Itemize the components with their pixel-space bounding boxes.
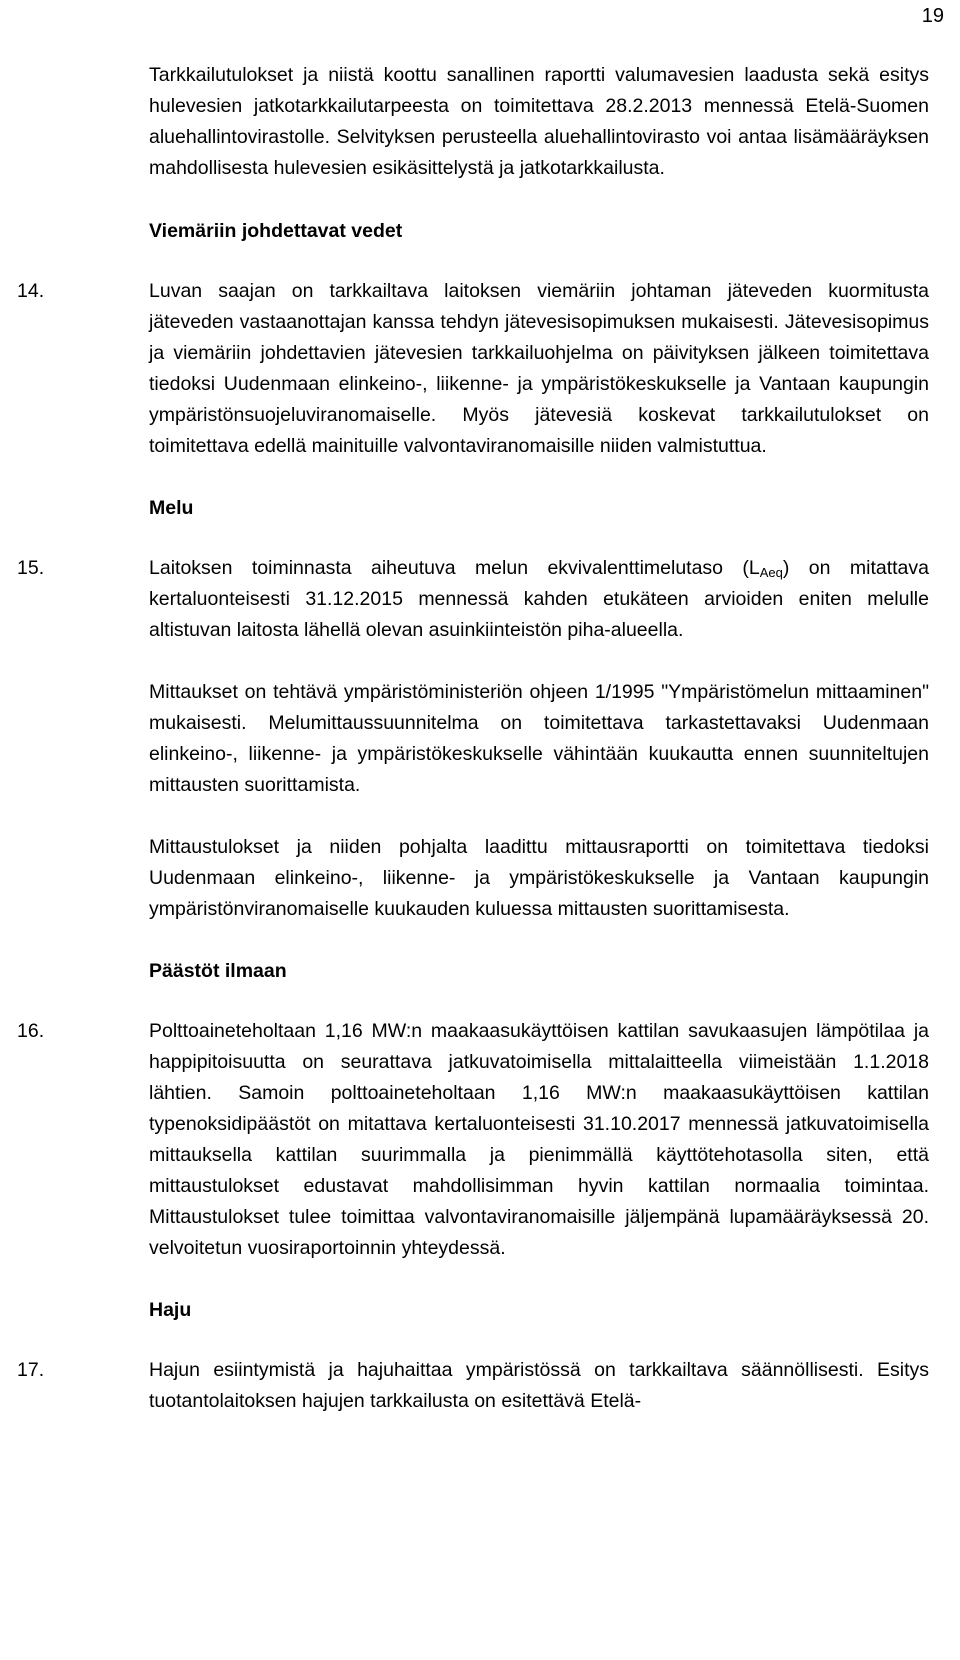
intro-paragraph: Tarkkailutulokset ja niistä koottu sanallinen raportti valumavesien laadusta sekä esitys hulevesien jatkotarkkailutarpeesta on toimitettava 28.2.2013 mennessä Etelä-Suomen aluehallintovirastolle. Selvityksen perusteella aluehallintovirasto voi antaa lisämääräyksen mahdollisesta hulevesien esikäsittelystä ja jatkotarkkailusta. <box>149 64 929 179</box>
text-after-subscript: ) on mitattava kertaluonteisesti 31.12.2015 mennessä kahden etukäteen arvioiden eniten melulle altistuvan laitosta lähellä olevan asuinkiinteistön piha-alueella. <box>149 557 929 641</box>
provision-14 <box>0 276 960 462</box>
section-heading-melu: Melu <box>149 497 194 519</box>
provision-paragraph: Polttoaineteholtaan 1,16 MW:n maakaasukäyttöisen kattilan savukaasujen lämpötilaa ja happipitoisuutta on seurattava jatkuvatoimisella mittalaitteella viimeistään 1.1.2018 lähtien. Samoin polttoaineteholtaan 1,16 MW:n maakaasukäyttöisen kattilan typenoksidipäästöt on mitattava kertaluonteisesti 31.10.2017 mennessä jatkuvatoimisella mittauksella kattilan suurimmalla ja pienimmällä käyttötehotasolla siten, että mittaustulokset edustavat mahdollisimman hyvin kattilan normaalia toimintaa. Mittaustulokset tulee toimittaa valvontaviranomaisille jäljempänä lupamääräyksessä 20. velvoitetun vuosiraportoinnin yhteydessä. <box>149 1020 929 1259</box>
provision-15 <box>0 553 960 646</box>
provision-paragraph: Mittaustulokset ja niiden pohjalta laadittu mittausraportti on toimitettava tiedoksi Uudenmaan elinkeino-, liikenne- ja ympäristökeskukselle ja Vantaan kaupungin ympäristönviranomaiselle kuukauden kuluessa mittausten suorittamisesta. <box>149 836 929 920</box>
provision-paragraph: Luvan saajan on tarkkailtava laitoksen viemäriin johtaman jäteveden kuormitusta jäteveden vastaanottajan kanssa tehdyn jätevesisopimuksen mukaisesti. Jätevesisopimus ja viemäriin johdettavien jätevesien tarkkailuohjelma on päivityksen jälkeen toimitettava tiedoksi Uudenmaan elinkeino-, liikenne- ja ympäristökeskukselle ja Vantaan kaupungin ympäristönsuojeluviranomaiselle. Myös jätevesiä koskevat tarkkailutulokset on toimitettava edellä mainituille valvontaviranomaisille niiden valmistuttua. <box>149 280 929 457</box>
provision-number: 17. <box>17 1359 45 1381</box>
provision-16 <box>0 1016 960 1264</box>
section-heading-viemariin: Viemäriin johdettavat vedet <box>149 220 403 242</box>
provision-17 <box>0 1355 960 1417</box>
section-heading-haju: Haju <box>149 1299 192 1321</box>
provision-number: 16. <box>17 1020 45 1042</box>
text-before-subscript: Laitoksen toiminnasta aiheutuva melun ekvivalenttimelutaso (L <box>149 557 760 579</box>
provision-paragraph <box>149 553 929 646</box>
section-heading-paastot-ilmaan: Päästöt ilmaan <box>149 960 287 982</box>
document-body <box>0 60 960 1417</box>
provision-paragraph: Hajun esiintymistä ja hajuhaittaa ympäristössä on tarkkailtava säännöllisesti. Esitys tuotantolaitoksen hajujen tarkkailusta on esitettävä Etelä- <box>149 1359 929 1412</box>
page-number: 19 <box>921 5 944 27</box>
subscript-aeq: Aeq <box>759 565 783 580</box>
provision-number: 15. <box>17 557 45 579</box>
provision-paragraph: Mittaukset on tehtävä ympäristöministeriön ohjeen 1/1995 "Ympäristömelun mittaaminen" mukaisesti. Melumittaussuunnitelma on toimitettava tarkastettavaksi Uudenmaan elinkeino-, liikenne- ja ympäristökeskukselle vähintään kuukautta ennen suunniteltujen mittausten suorittamista. <box>149 681 929 796</box>
provision-number: 14. <box>17 280 45 302</box>
